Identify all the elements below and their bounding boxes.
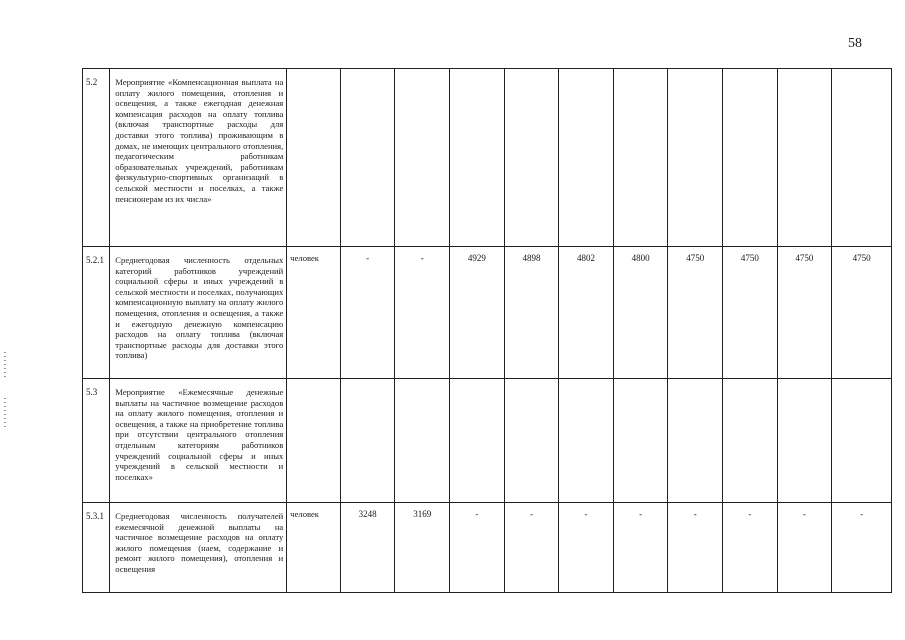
value-cell: 4750 [777,247,832,379]
value-cell: 4800 [613,247,668,379]
row-code: 5.3 [83,379,110,503]
value-cell: - [504,503,559,593]
value-cell [450,379,505,503]
table-row [83,503,892,593]
row-description: Среднегодовая численность отдельных категорий работников учреждений социальной сферы и иных учреждений в сельской местности и поселках, получающих компенсационную выплату на оплату жилого помещения, отопления и освещения, а также и ежегодную денежную компенсацию расходов на оплату топлива (включая транспортные расходы для доставки этого топлива) [110,247,287,379]
scan-artifact [4,352,6,380]
value-cell [504,69,559,247]
row-unit: человек [287,247,341,379]
value-cell [613,379,668,503]
value-cell [395,379,450,503]
value-cell [777,379,832,503]
value-cell [723,69,778,247]
value-cell: - [668,503,723,593]
row-code: 5.2 [83,69,110,247]
value-cell [613,69,668,247]
value-cell: 3248 [340,503,395,593]
value-cell [559,379,614,503]
indicators-table [82,68,892,593]
value-cell: 4898 [504,247,559,379]
value-cell [777,69,832,247]
row-description: Мероприятие «Компенсационная выплата на оплату жилого помещения, отопления и освещения, а также ежегодная денежная компенсация расходов на оплату топлива (включая транспортные расходы для доставки этого топлива) проживающим в домах, не имеющих центрального отопления, педагогическим работникам образовательных учреждений, работникам физкультурно-спортивных организаций в сельской местности и поселках, а также пенсионерам из их числа» [110,69,287,247]
value-cell: - [832,503,892,593]
value-cell: - [723,503,778,593]
scan-artifact [4,398,6,428]
value-cell: 4750 [723,247,778,379]
value-cell [668,379,723,503]
value-cell: - [613,503,668,593]
value-cell [340,69,395,247]
value-cell [450,69,505,247]
value-cell: 4929 [450,247,505,379]
value-cell [832,379,892,503]
table-row [83,247,892,379]
value-cell: - [450,503,505,593]
value-cell [340,379,395,503]
value-cell: 3169 [395,503,450,593]
row-unit [287,379,341,503]
row-description: Мероприятие «Ежемесячные денежные выплаты на частичное возмещение расходов на оплату жилого помещения, отопления и освещения, а также на приобретение топлива при отсутствии центрального отопления отдельным категориям работников учреждений социальной сферы и иных учреждений в сельской местности и поселках» [110,379,287,503]
row-unit [287,69,341,247]
row-description: Среднегодовая численность получателей ежемесячной денежной выплаты на частичное возмещение расходов на оплату жилого помещения (наем, содержание и ремонт жилого помещения), отопления и освещения [110,503,287,593]
value-cell: - [559,503,614,593]
row-code: 5.2.1 [83,247,110,379]
value-cell [559,69,614,247]
table-row [83,379,892,503]
value-cell: 4750 [668,247,723,379]
value-cell [504,379,559,503]
value-cell: 4802 [559,247,614,379]
row-unit: человек [287,503,341,593]
value-cell [723,379,778,503]
value-cell: - [777,503,832,593]
row-code: 5.3.1 [83,503,110,593]
value-cell: - [340,247,395,379]
page-number: 58 [848,36,862,51]
value-cell [832,69,892,247]
value-cell: - [395,247,450,379]
value-cell [668,69,723,247]
value-cell: 4750 [832,247,892,379]
table-row [83,69,892,247]
value-cell [395,69,450,247]
